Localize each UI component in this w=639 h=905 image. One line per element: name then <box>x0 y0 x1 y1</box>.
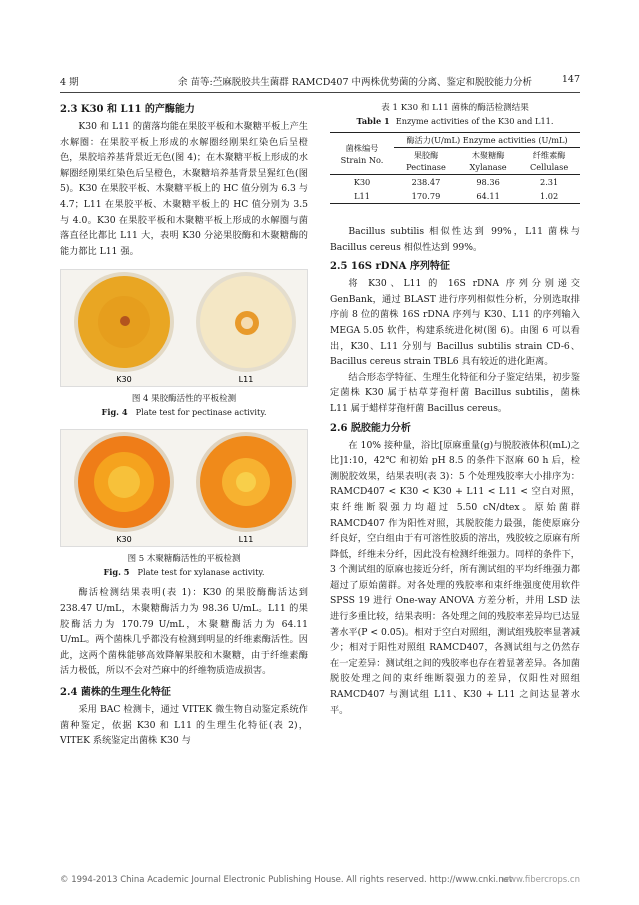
plate-k30-xylanase <box>74 432 174 532</box>
enzyme-result-paragraph: 酶活检测结果表明(表 1)：K30 的果胶酶酶活达到 238.47 U/mL，木聚糖酶活力为 98.36 U/mL。L11 的果胶酶活力为 170.79 U/mL，木聚糖酶活力为 64.11 U/mL。两个菌株几乎都没有检测到明显的纤维素酶活性。因此，这两个菌株能够高效降解果胶和木聚糖，由于纤维素酶活力极低，所以不会对苎麻中的纤维物质造成损害。 <box>60 587 308 677</box>
table-1-caption-text: Enzyme activities of the K30 and L11. <box>395 116 554 126</box>
figure-4-label-left: K30 <box>116 375 132 385</box>
running-title: 余 苗等:苎麻脱胶共生菌群 RAMCD407 中两株优势菌的分离、鉴定和脱胶能力分析 <box>178 77 533 88</box>
figure-5 <box>60 429 308 579</box>
section-2-3-paragraph: K30 和 L11 的菌落均能在果胶平板和木聚糖平板上产生水解圈：在果胶平板上形成的水解圈经刚果红染色后呈橙色，果胶培养基背景近无色(图 4)；在木聚糖平板上形成的水解圈经刚果红染色后呈橙色，木聚糖培养基背景呈猩红色(图 5)。K30 在果胶平板、木聚糖平板上的 HC 值分别为 6.3 与 4.7；L11 在果胶平板、木聚糖平板上的 HC 值分别为 3.5 与 4.0。K30 在果胶平板和木聚糖平板上形成的水解圈与菌落直径比都比 L11 大，表明 K30 分泌果胶酶和木聚糖酶的能力都比 L11 强。 <box>60 121 308 257</box>
figure-4-label-right: L11 <box>238 375 254 385</box>
row-k30-strain: K30 <box>353 177 371 187</box>
row-k30-xylanase: 98.36 <box>476 177 500 187</box>
section-2-5-title: 2.5 16S rDNA 序列特征 <box>330 261 450 273</box>
table-col-xylanase <box>458 148 518 175</box>
col-xylanase-cn: 木聚糖酶 <box>471 150 505 160</box>
copyright-text: © 1994-2013 China Academic Journal Electronic Publishing House. All rights reserved. http://www.cnki.net <box>60 875 513 885</box>
figure-5-caption-label: Fig. 5 <box>103 567 130 578</box>
table-row <box>330 189 580 204</box>
left-column <box>60 102 308 749</box>
figure-4-caption-label: Fig. 4 <box>101 407 128 418</box>
header-rule <box>60 92 580 93</box>
plate-l11-xylanase <box>196 432 296 532</box>
page-footer <box>60 875 580 885</box>
table-col-cellulase <box>518 148 580 175</box>
figure-5-image <box>60 429 308 547</box>
figure-5-caption-en <box>60 566 308 579</box>
continued-paragraph: Bacillus subtilis 相似性达到 99%，L11 菌株与 Bacillus cereus 相似性达到 99%。 <box>330 226 580 253</box>
row-k30-pectinase: 238.47 <box>411 177 441 187</box>
issue-number: 4 期 <box>60 77 79 88</box>
figure-4-caption-text: Plate test for pectinase activity. <box>135 407 267 418</box>
col-pectinase-en: Pectinase <box>406 162 446 172</box>
section-2-5-paragraph-1: 将 K30、L11 的 16S rDNA 序列分别递交 GenBank，通过 BLAST 进行序列相似性分析，分别选取排序前 8 位的菌株 16S rDNA 序列与 K30、L11 的序列输入 MEGA 5.05 软件，构建系统进化树(图 6)。由图 6 可以看出，K30、L11 分别与 Bacillus subtilis strain CD-6、Bacillus cereus strain TBL6 具有较近的进化距离。 <box>330 278 580 368</box>
table-row <box>330 175 580 190</box>
running-header <box>60 72 580 90</box>
page-number: 147 <box>561 74 580 85</box>
table-1-caption-en <box>330 115 580 128</box>
col-xylanase-en: Xylanase <box>469 162 507 172</box>
table-1-caption-cn: 表 1 K30 和 L11 菌株的酶活检测结果 <box>381 103 529 113</box>
row-l11-cellulase: 1.02 <box>539 191 559 201</box>
col-pectinase-cn: 果胶酶 <box>413 150 439 160</box>
right-column <box>330 102 580 718</box>
figure-4-caption-en <box>60 406 308 419</box>
row-k30-cellulase: 2.31 <box>539 177 559 187</box>
figure-5-plates <box>61 430 308 547</box>
figure-5-caption-cn: 图 5 木聚糖酶活性的平板检测 <box>127 554 241 565</box>
watermark-text: www.fibercrops.cn <box>502 875 580 885</box>
table-1-caption-label: Table 1 <box>356 116 390 126</box>
col-cellulase-cn: 纤维素酶 <box>532 150 566 160</box>
table-group-header: 酶活力(U/mL) Enzyme activities (U/mL) <box>406 135 568 145</box>
section-2-5-paragraph-2: 结合形态学特征、生理生化特征和分子鉴定结果，初步鉴定菌株 K30 属于枯草芽孢杆菌 Bacillus subtilis，菌株 L11 属于蜡样芽孢杆菌 Bacillus cereus。 <box>330 371 580 414</box>
row-l11-pectinase: 170.79 <box>411 191 441 201</box>
figure-5-label-left: K30 <box>116 535 132 545</box>
figure-4-image <box>60 269 308 387</box>
figure-4-plates <box>61 270 308 387</box>
row-l11-xylanase: 64.11 <box>476 191 500 201</box>
col-cellulase-en: Cellulase <box>530 162 569 172</box>
enzyme-activity-table <box>330 132 580 204</box>
figure-4 <box>60 269 308 419</box>
table-col-strain: 菌株编号 Strain No. <box>330 133 394 175</box>
figure-5-label-right: L11 <box>238 535 254 545</box>
figure-4-caption-cn: 图 4 果胶酶活性的平板检测 <box>131 394 237 405</box>
table-col-pectinase <box>394 148 458 175</box>
plate-k30-pectinase <box>74 272 174 372</box>
row-l11-strain: L11 <box>354 191 370 201</box>
section-2-6-paragraph: 在 10% 接种量，浴比[原麻重量(g)与脱胶液体积(mL)之比]1:10，42℃ 和初始 pH 8.5 的条件下沤麻 60 h 后，检测脱胶效果，结果表明(表 3)：5 个处理残胶率大小排序为：RAMCD407 < K30 < K30 + L11 < L11 < 空白对照，束纤维断裂强力均超过 5.50 cN/dtex。原始菌群 RAMCD407 作为阳性对照，其脱胶能力最强，能使原麻分纤良好，空白组由于有可溶性胶质的溶出，残胶较之原麻有所降低，纤维未分纤，因此没有检测纤维强力。同样的条件下，3 个测试组的原麻也接近分纤，所有测试组的平均纤维强力都超过了原始菌群。对各处理的残胶率和束纤维强度使用软件 SPSS 19 进行 One-way ANOVA 方差分析，并用 LSD 法进行多重比较，结果表明：各处理之间的残胶率差异均已达显著水平(P < 0.05)。相对于空白对照组，测试组残胶率显著减少；相对于阳性对照组 RAMCD407，各测试组与之仍然存在一定差异：测试组之间的残胶率也存在着显著差异。各加菌脱胶处理之间的束纤维断裂强力的差异，仅阳性对照组 RAMCD407 与测试组 L11、K30 + L11 之间达显著水平。 <box>330 439 580 716</box>
section-2-4-paragraph: 采用 BAC 检测卡，通过 VITEK 微生物自动鉴定系统作菌种鉴定，依据 K30 和 L11 的生理生化特征(表 2)，VITEK 系统鉴定出菌株 K30 与 <box>60 703 308 747</box>
section-2-6-title: 2.6 脱胶能力分析 <box>330 422 411 434</box>
section-2-4-title: 2.4 菌株的生理生化特征 <box>60 686 171 698</box>
plate-l11-pectinase <box>196 272 296 372</box>
figure-5-caption-text: Plate test for xylanase activity. <box>137 567 265 578</box>
section-2-3-title: 2.3 K30 和 L11 的产酶能力 <box>60 104 195 115</box>
